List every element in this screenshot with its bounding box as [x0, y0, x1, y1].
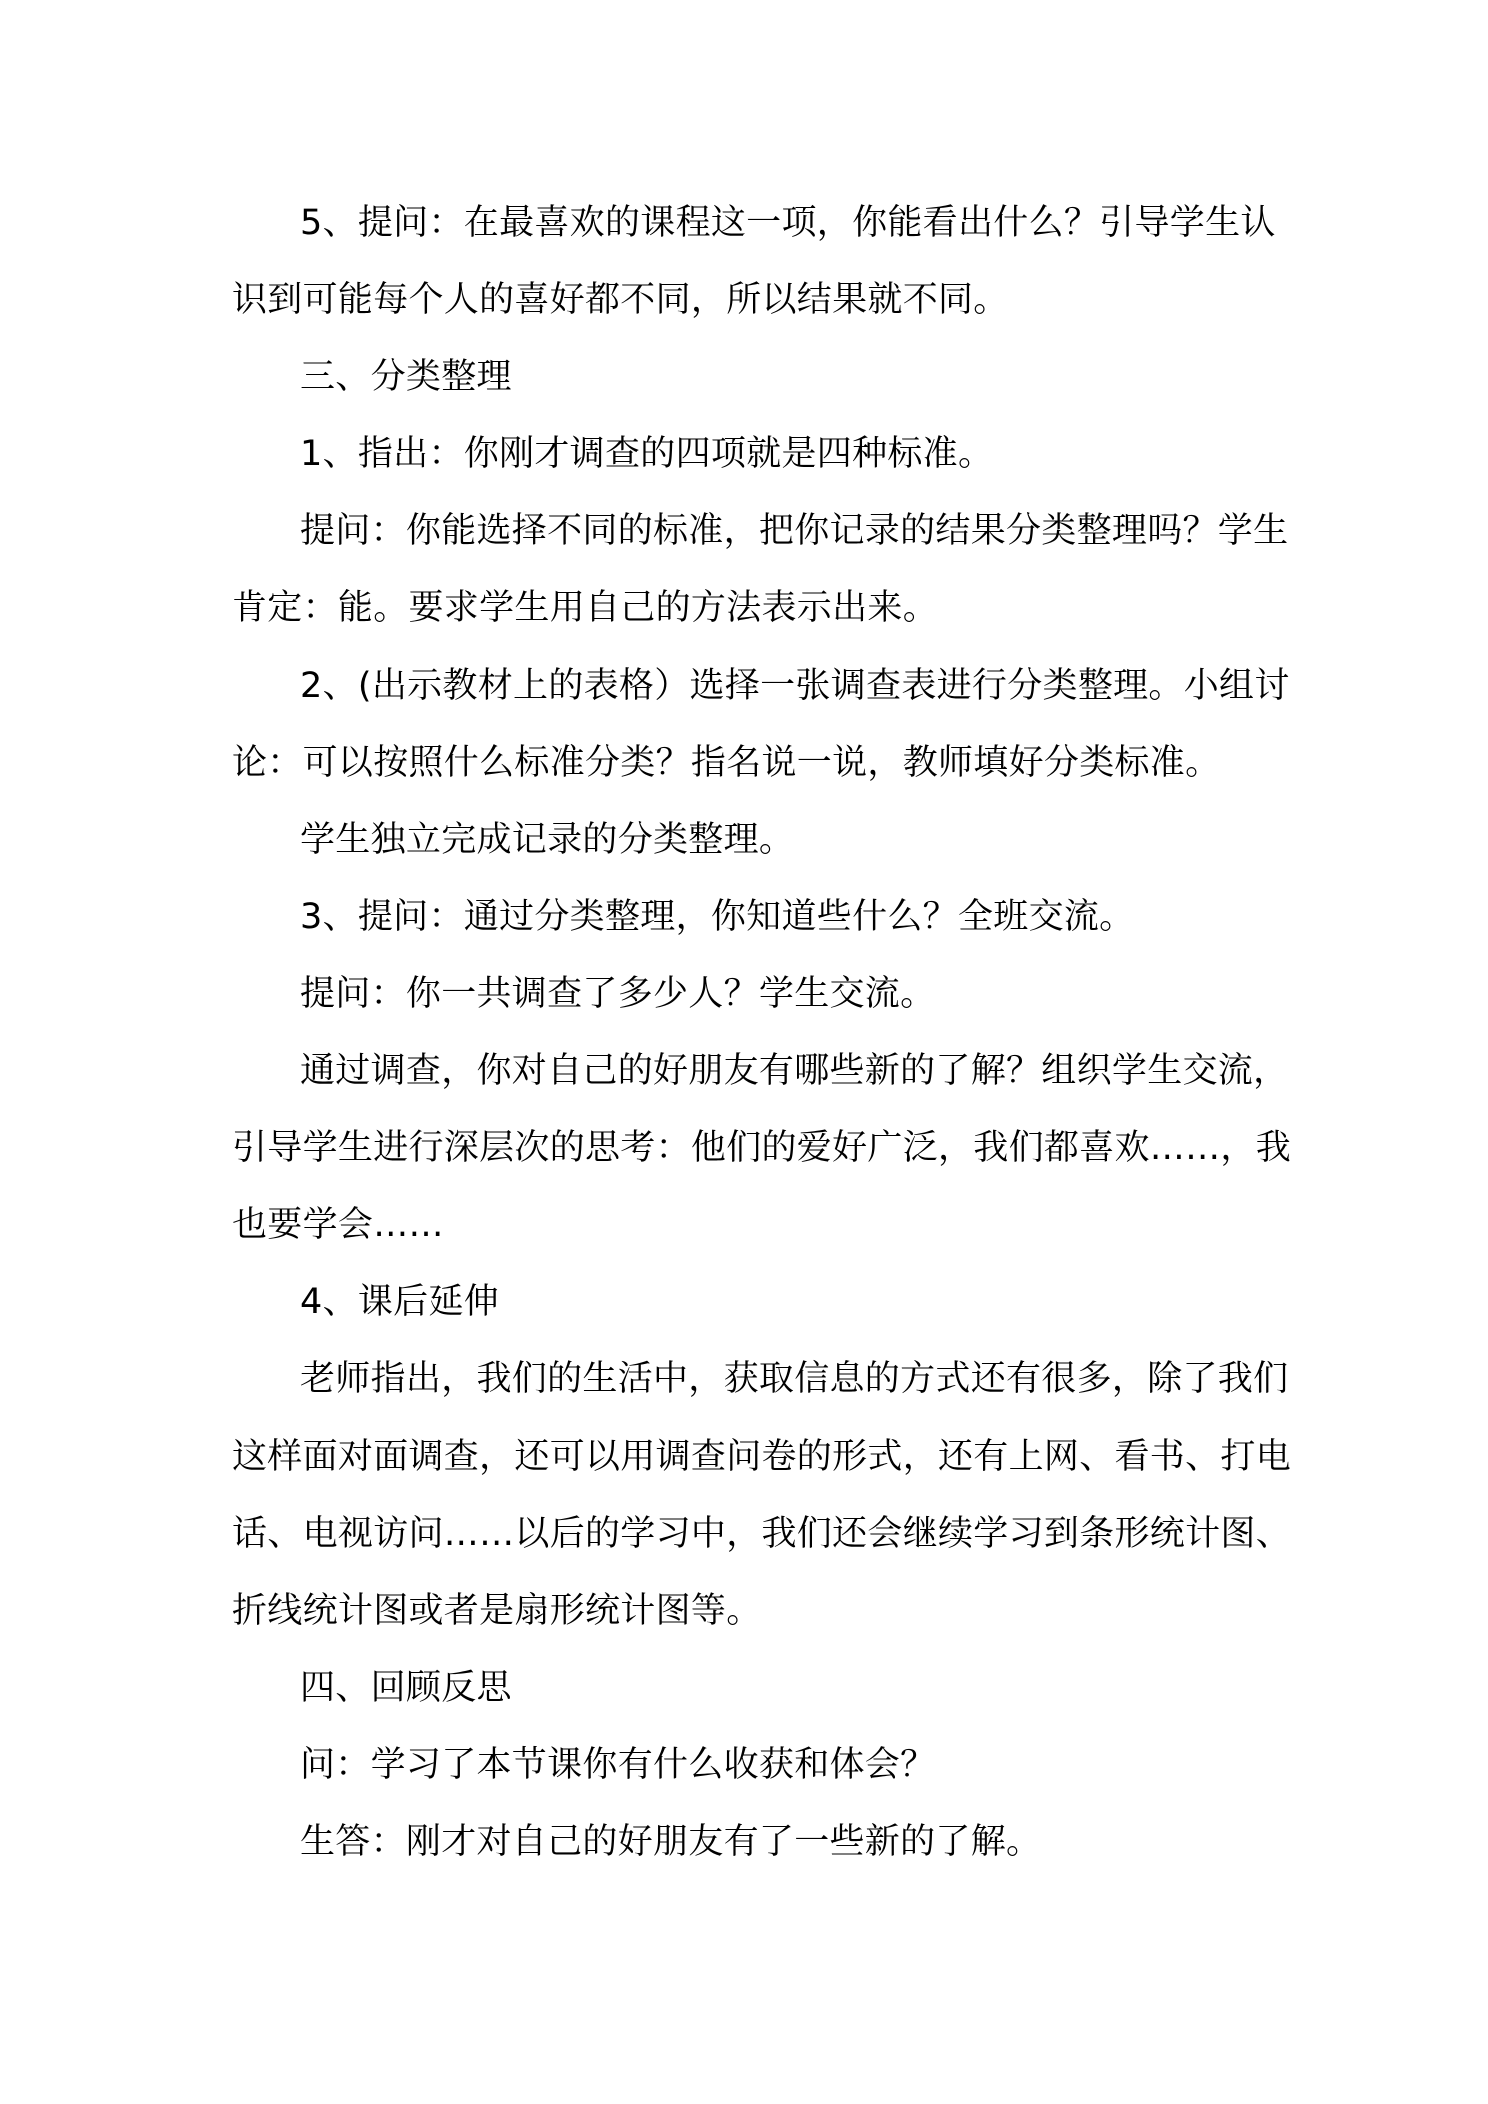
paragraph-line: 问：学习了本节课你有什么收获和体会？: [300, 1745, 936, 1785]
paragraph-line: 提问：你能选择不同的标准，把你记录的结果分类整理吗？学生: [300, 511, 1289, 551]
paragraph-line: 通过调查，你对自己的好朋友有哪些新的了解？组织学生交流，: [300, 1051, 1289, 1091]
paragraph-line: 折线统计图或者是扇形统计图等。: [232, 1591, 762, 1631]
paragraph-line: 5、提问：在最喜欢的课程这一项，你能看出什么？引导学生认: [300, 203, 1276, 243]
paragraph-line: 老师指出，我们的生活中，获取信息的方式还有很多，除了我们: [300, 1359, 1289, 1399]
paragraph-line: 提问：你一共调查了多少人？学生交流。: [300, 974, 936, 1014]
paragraph-line: 肯定：能。要求学生用自己的方法表示出来。: [232, 588, 939, 628]
section-heading: 四、回顾反思: [300, 1668, 512, 1708]
paragraph-line: 识到可能每个人的喜好都不同，所以结果就不同。: [232, 280, 1009, 320]
section-heading: 三、分类整理: [300, 357, 512, 397]
paragraph-line: 论：可以按照什么标准分类？指名说一说，教师填好分类标准。: [232, 743, 1221, 783]
paragraph-line: 生答：刚才对自己的好朋友有了一些新的了解。: [300, 1822, 1042, 1862]
paragraph-line: 引导学生进行深层次的思考：他们的爱好广泛，我们都喜欢……，我: [232, 1128, 1292, 1168]
paragraph-line: 4、课后延伸: [300, 1282, 500, 1322]
paragraph-line: 1、指出：你刚才调查的四项就是四种标准。: [300, 434, 994, 474]
paragraph-line: 话、电视访问……以后的学习中，我们还会继续学习到条形统计图、: [232, 1514, 1292, 1554]
paragraph-line: 这样面对面调查，还可以用调查问卷的形式，还有上网、看书、打电: [232, 1437, 1292, 1477]
paragraph-line: 2、(出示教材上的表格）选择一张调查表进行分类整理。小组讨: [300, 666, 1290, 706]
paragraph-line: 3、提问：通过分类整理，你知道些什么？全班交流。: [300, 897, 1135, 937]
paragraph-line: 学生独立完成记录的分类整理。: [300, 820, 795, 860]
paragraph-line: 也要学会……: [232, 1205, 444, 1245]
